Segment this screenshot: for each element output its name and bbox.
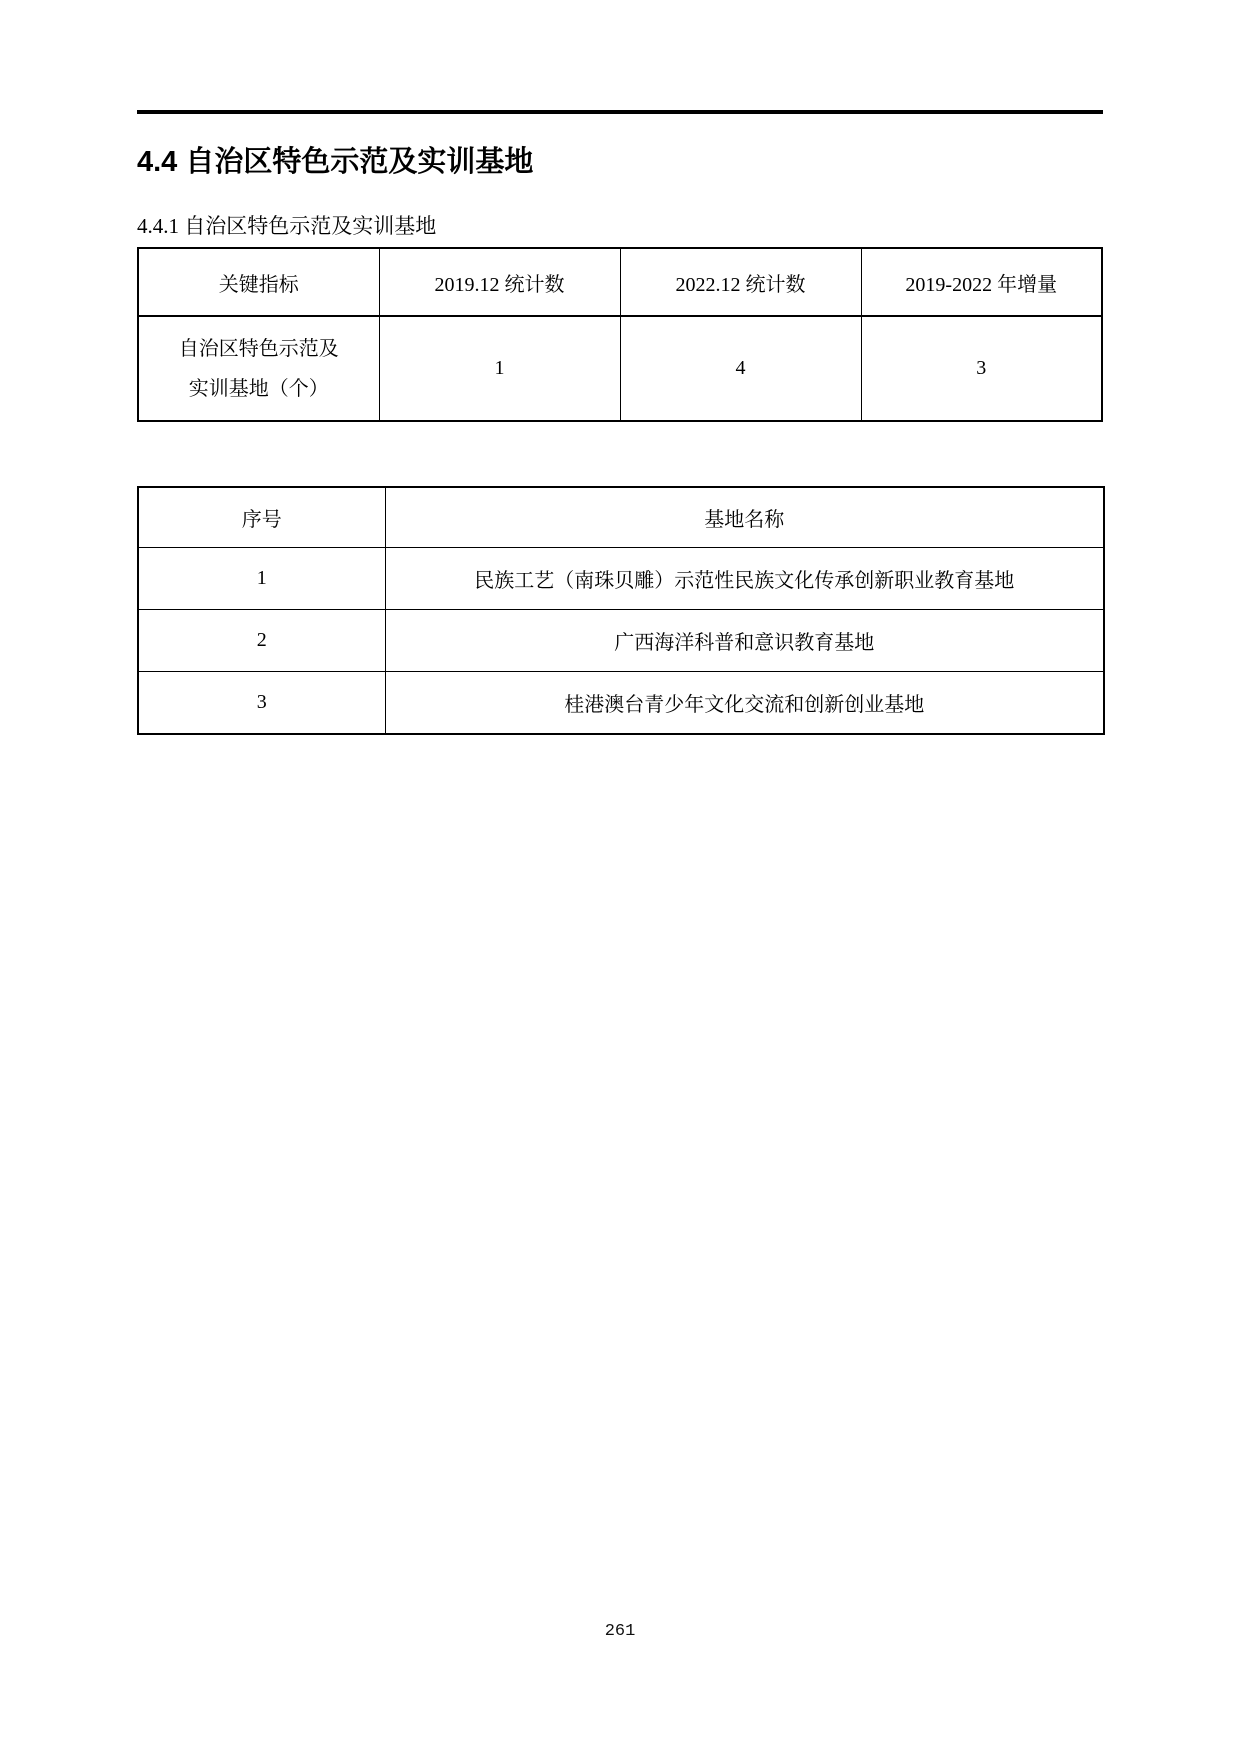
summary-table-header	[138, 248, 1102, 316]
summary-header-2019-count: 2019.12 统计数	[379, 248, 620, 316]
table-row	[138, 672, 1104, 735]
base-cell-no: 1	[138, 548, 385, 610]
base-cell-name: 广西海洋科普和意识教育基地	[385, 610, 1104, 672]
table-row	[138, 548, 1104, 610]
base-header-name: 基地名称	[385, 487, 1104, 548]
summary-header-key-indicator: 关键指标	[138, 248, 379, 316]
table-row	[138, 316, 1102, 421]
base-header-no: 序号	[138, 487, 385, 548]
base-table	[137, 486, 1105, 735]
section-heading: 4.4 自治区特色示范及实训基地	[137, 146, 534, 178]
table-row	[138, 610, 1104, 672]
summary-header-increment: 2019-2022 年增量	[861, 248, 1102, 316]
base-cell-no: 3	[138, 672, 385, 735]
summary-header-2022-count: 2022.12 统计数	[620, 248, 861, 316]
base-table-header-row	[138, 487, 1104, 548]
summary-table-header-row	[138, 248, 1102, 316]
subsection-heading: 4.4.1 自治区特色示范及实训基地	[137, 214, 437, 238]
page-content	[137, 0, 1103, 735]
base-cell-no: 2	[138, 610, 385, 672]
summary-cell-2019-value: 1	[379, 316, 620, 421]
header-rule	[137, 110, 1103, 114]
page-number: 261	[604, 1622, 636, 1641]
base-cell-name: 民族工艺（南珠贝雕）示范性民族文化传承创新职业教育基地	[385, 548, 1104, 610]
base-table-body	[138, 548, 1104, 735]
indicator-label: 自治区特色示范及实训基地（个）	[178, 337, 339, 400]
base-table-header	[138, 487, 1104, 548]
summary-table-body	[138, 316, 1102, 421]
summary-table	[137, 247, 1103, 422]
summary-cell-increment: 3	[861, 316, 1102, 421]
summary-cell-indicator	[138, 316, 379, 421]
base-cell-name: 桂港澳台青少年文化交流和创新创业基地	[385, 672, 1104, 735]
summary-cell-2022-value: 4	[620, 316, 861, 421]
